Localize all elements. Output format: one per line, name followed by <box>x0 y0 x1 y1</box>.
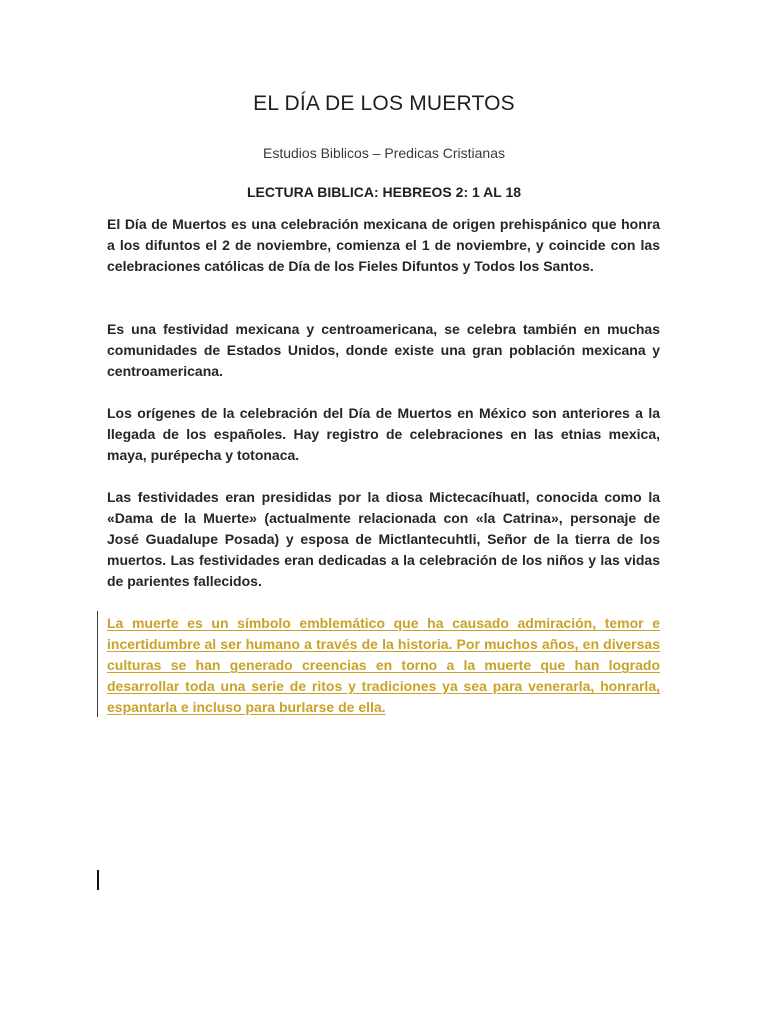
bible-reading-heading: LECTURA BIBLICA: HEBREOS 2: 1 AL 18 <box>246 184 522 200</box>
paragraph-goddess: Las festividades eran presididas por la diosa Mictecacíhuatl, conocida como la «Dama de la Muerte» (actualmente relacionada con «la Catrina», personaje de José Guadalupe Posada) y esposa de Mictlantecuhtli, Señor de la tierra de los muertos. Las festividades eran dedicadas a la celebración de los niños y las vidas de parientes fallecidos. <box>107 489 660 589</box>
document-title: EL DÍA DE LOS MUERTOS <box>253 92 515 115</box>
paragraph-region: Es una festividad mexicana y centroamericana, se celebra también en muchas comunidades de Estados Unidos, donde existe una gran población mexicana y centroamericana. <box>107 321 660 379</box>
text-insertion-cursor <box>97 870 99 890</box>
document-subtitle: Estudios Biblicos – Predicas Cristianas <box>263 145 505 161</box>
paragraph-origin: El Día de Muertos es una celebración mexicana de origen prehispánico que honra a los difuntos el 2 de noviembre, comienza el 1 de noviembre, y coincide con las celebraciones católicas de Día de los Fieles Difuntos y Todos los Santos. <box>107 216 660 274</box>
paragraph-history: Los orígenes de la celebración del Día de Muertos en México son anteriores a la llegada de los españoles. Hay registro de celebraciones en las etnias mexica, maya, purépecha y totonaca. <box>107 405 660 463</box>
highlighted-paragraph[interactable]: La muerte es un símbolo emblemático que ha causado admiración, temor e incertidumbre al ser humano a través de la historia. Por muchos años, en diversas culturas se han generado creencias en torno a la muerte que han logrado desarrollar toda una serie de ritos y tradiciones ya sea para venerarla, honrarla, espantarla e incluso para burlarse de ella. <box>107 615 660 715</box>
revision-change-bar <box>97 611 98 717</box>
